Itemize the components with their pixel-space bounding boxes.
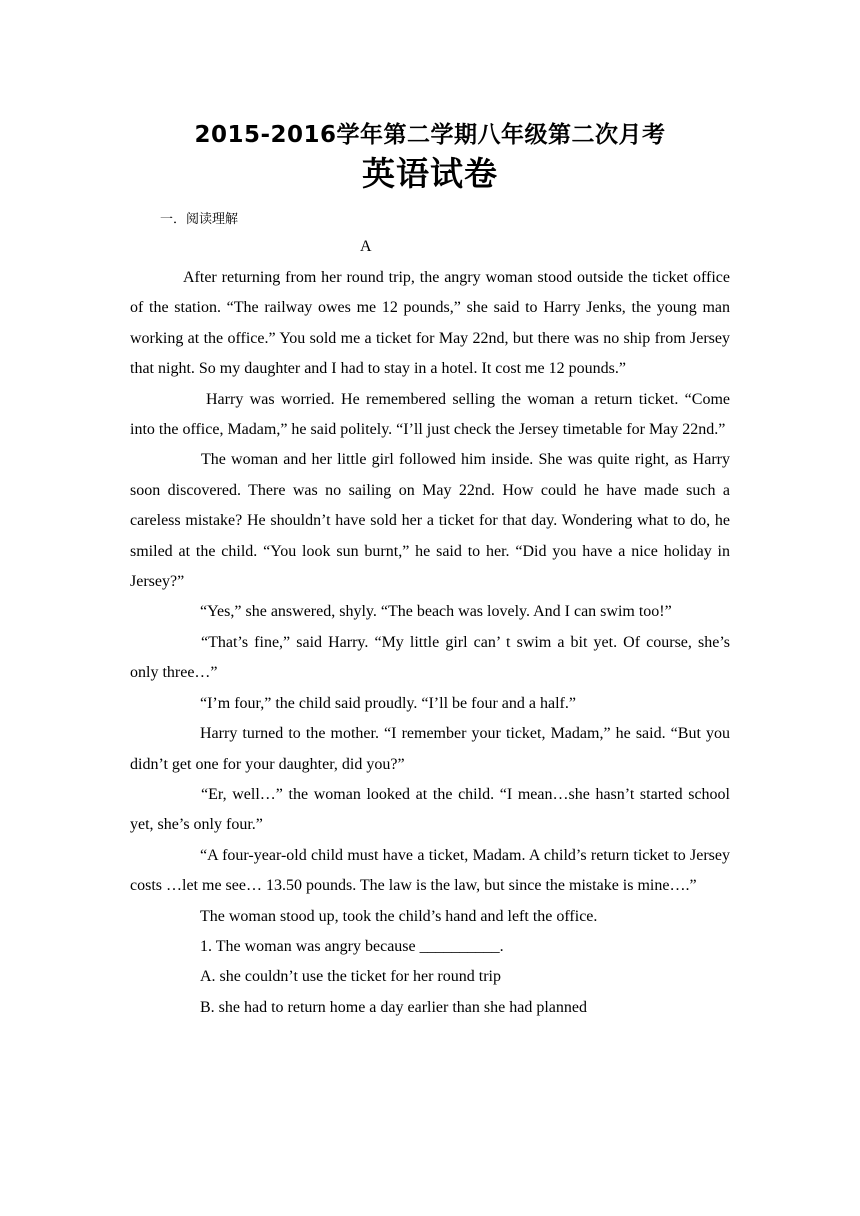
passage-paragraph: Harry turned to the mother. “I remember your ticket, Madam,” he said. “But you didn’t get one for your daughter, did you?” [130,725,730,773]
passage-paragraph: After returning from her round trip, the angry woman stood outside the ticket office of the station. “The railway owes me 12 pounds,” she said to Harry Jenks, the young man working at the office.” You sold me a ticket for May 22nd, but there was no ship from Jersey that night. So my daughter and I had to stay in a hotel. It cost me 12 pounds.” [130,269,730,378]
passage-label: A [360,238,372,255]
passage-paragraph: “Yes,” she answered, shyly. “The beach was lovely. And I can swim too!” [200,603,672,621]
exam-title: 2015-2016学年第二学期八年级第二次月考 [194,122,666,148]
section-heading: 一．阅读理解 [160,212,239,227]
passage-paragraph: “A four-year-old child must have a ticket, Madam. A child’s return ticket to Jersey costs …let me see… 13.50 pounds. The law is the law, but since the mistake is mine….” [130,846,730,895]
passage-paragraph: “Er, well…” the woman looked at the child. “I mean…she hasn’t started school yet, she’s only four.” [130,785,730,834]
question-option-a: A. she couldn’t use the ticket for her round trip [200,968,501,986]
passage-paragraph: “That’s fine,” said Harry. “My little girl can’ t swim a bit yet. Of course, she’s only three…” [130,633,730,682]
question-option-b: B. she had to return home a day earlier than she had planned [200,998,587,1016]
question-stem: 1. The woman was angry because __________. [200,937,504,955]
exam-subtitle: 英语试卷 [362,154,498,193]
passage-body [130,263,730,1023]
passage-paragraph: “I’m four,” the child said proudly. “I’ll be four and a half.” [200,694,576,712]
passage-paragraph: The woman and her little girl followed him inside. She was quite right, as Harry soon discovered. There was no sailing on May 22nd. How could he have made such a careless mistake? He shouldn’t have sold her a ticket for that day. Wondering what to do, he smiled at the child. “You look sun burnt,” he said to her. “Did you have a nice holiday in Jersey?” [130,451,730,591]
passage-paragraph: The woman stood up, took the child’s hand and left the office. [200,907,598,925]
passage-paragraph: Harry was worried. He remembered selling the woman a return ticket. “Come into the office, Madam,” he said politely. “I’ll just check the Jersey timetable for May 22nd.” [130,390,730,439]
